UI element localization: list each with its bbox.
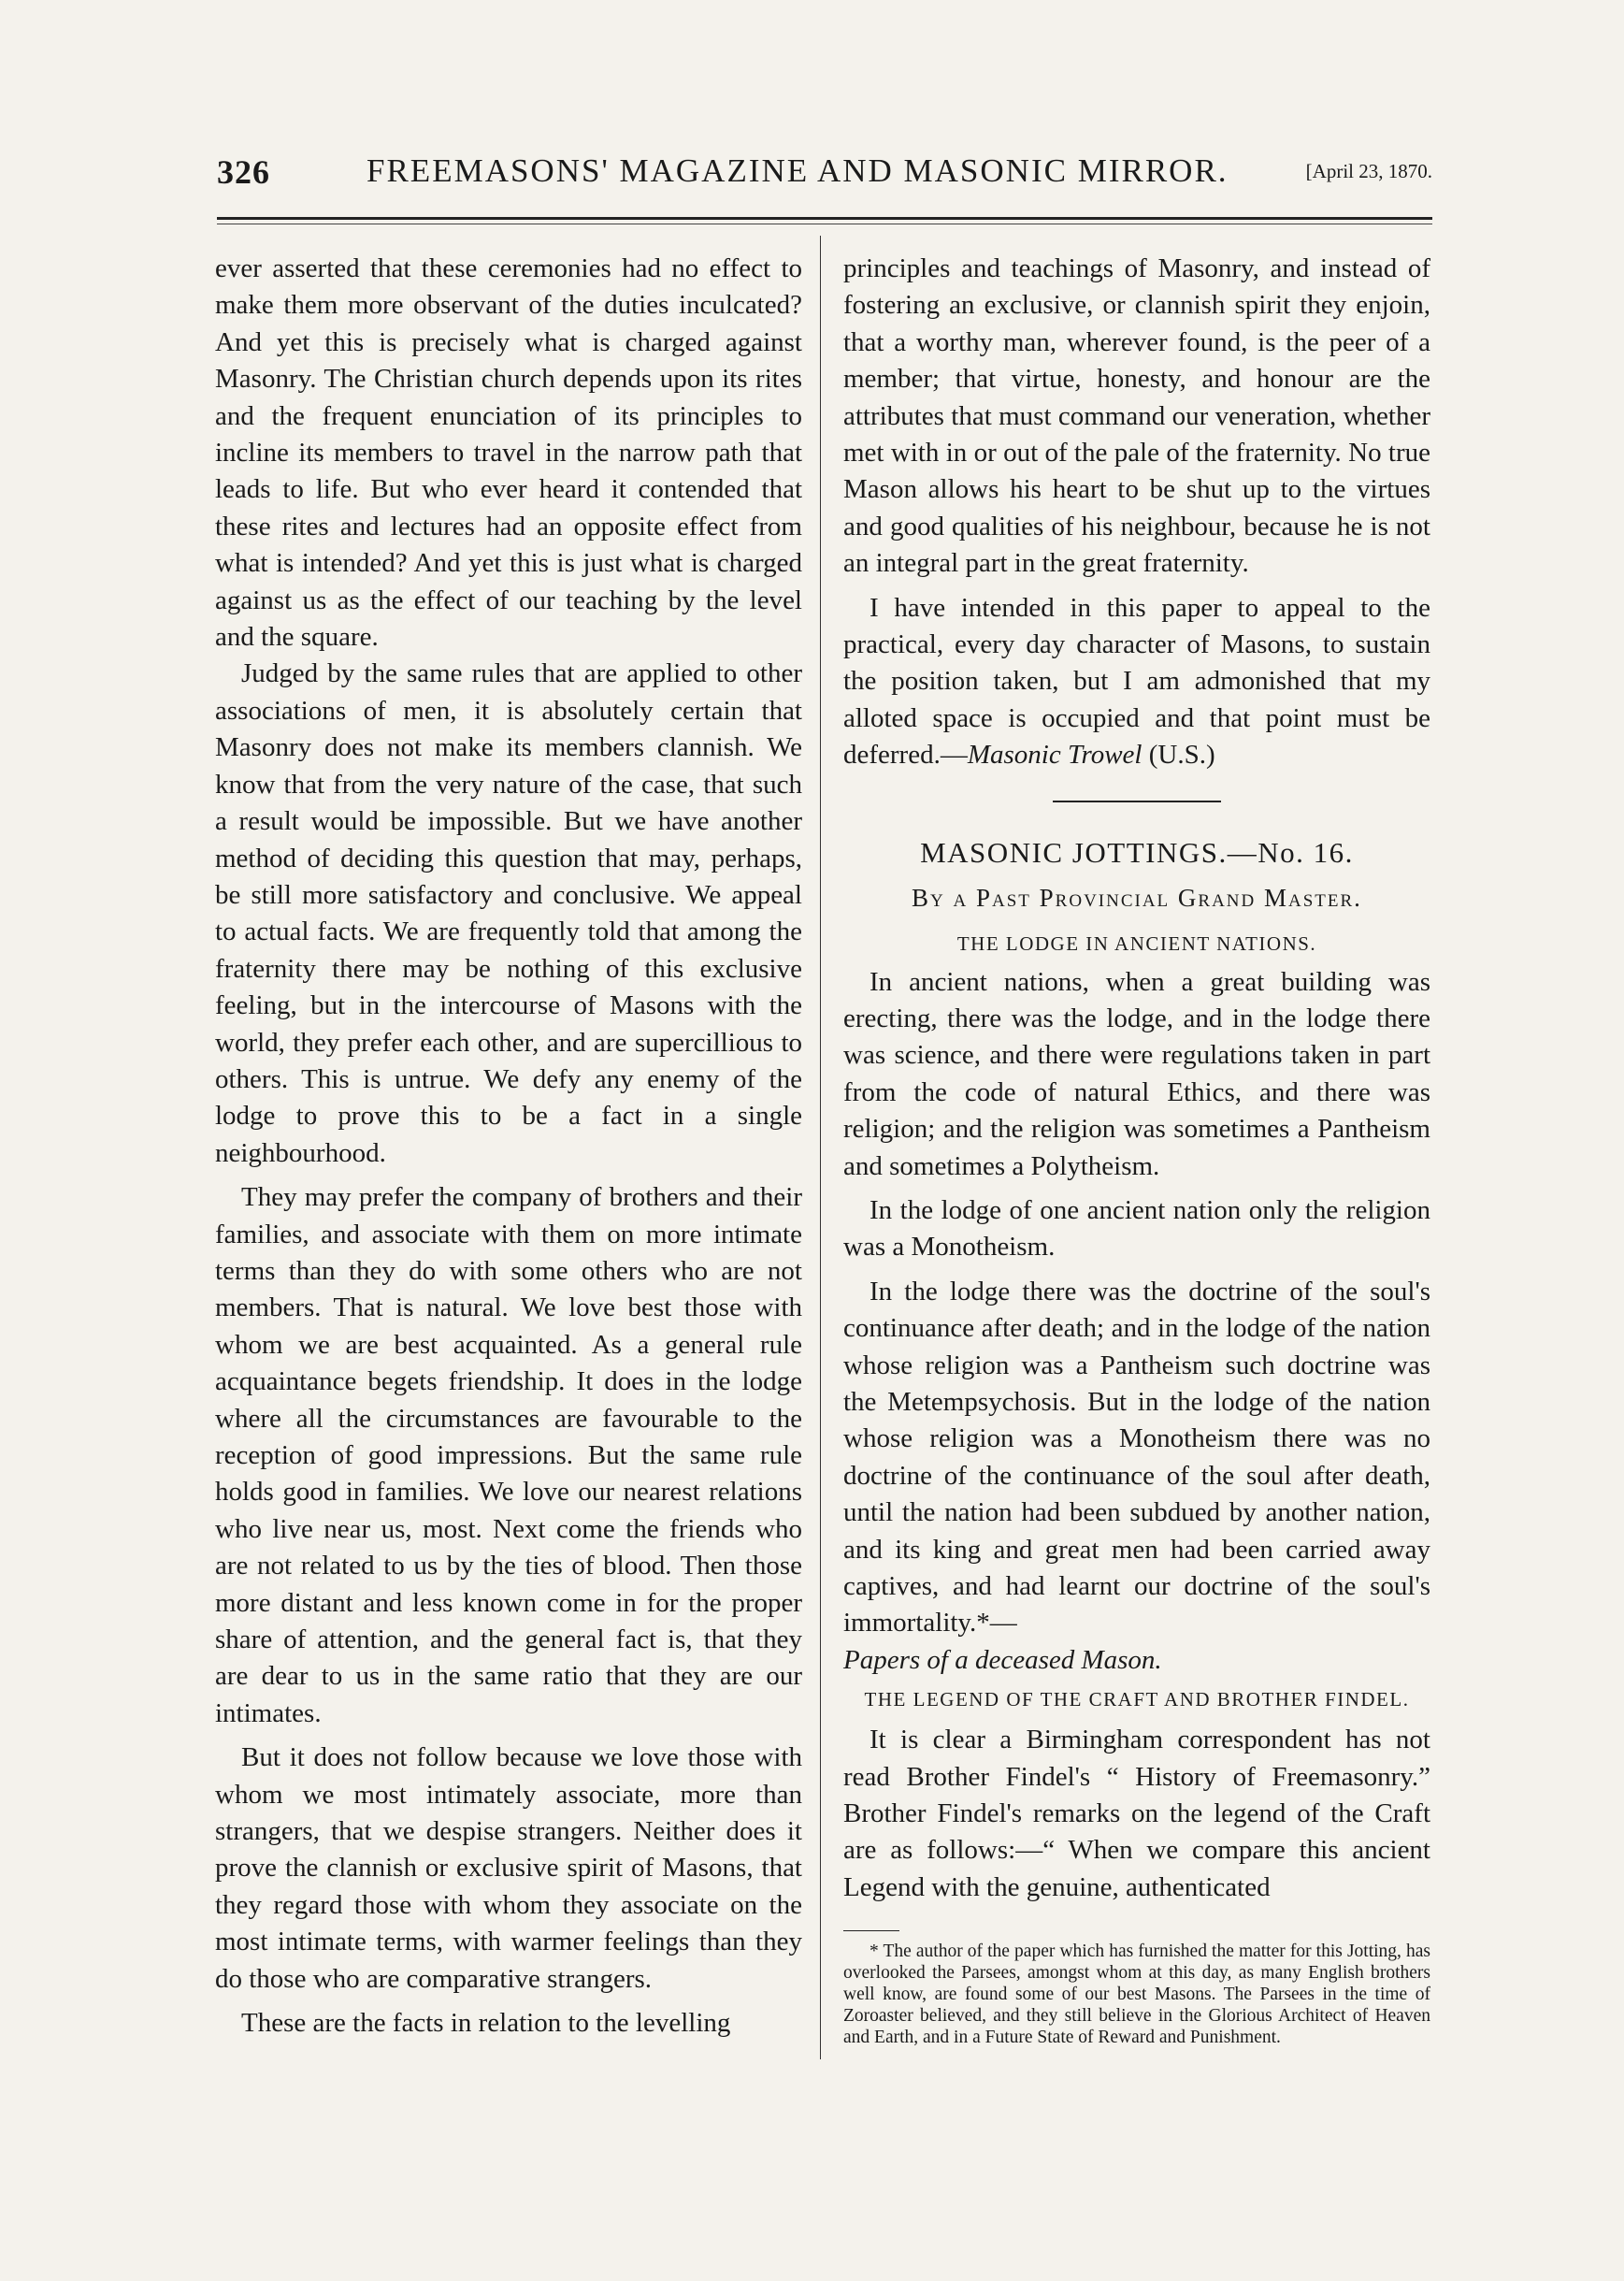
paragraph: In the lodge there was the doctrine of the soul's continuance after death; and in the lodge of the nation whose religion was a Pantheism such doctrine was the Metempsychosis. But in the lodge of the nation whose religion was a Monotheism there was no doctrine of the continuance of the soul after death, until the nation had been subdued by another nation, and its king and great men had been carried away captives, and had learnt our doctrine of the soul's immortality.*—	[843, 1276, 1430, 1639]
paragraph: Judged by the same rules that are applied to other associations of men, it is absolutely certain that Masonry does not make its members clannish. We know that from the very nature of the case, that such a result would be impossible. But we have another method of deciding this question that may, perhaps, be still more satisfactory and conclusive. We appeal to actual facts. We are frequently told that among the fraternity there may be nothing of this exclusive feeling, but in the intercourse of Masons with the world, they prefer each other, and are supercillious to others. This is untrue. We defy any enemy of the lodge to prove this to be a fact in a single neighbourhood.	[215, 658, 802, 1168]
byline: By a Past Provincial Grand Master.	[912, 884, 1362, 913]
paragraph: In the lodge of one ancient nation only the religion was a Monotheism.	[843, 1194, 1430, 1263]
source-citation: Masonic Trowel	[967, 740, 1143, 771]
paragraph: In ancient nations, when a great building was erecting, there was the lodge, and in the lodge there was science, and there were regulations taken in part from the code of natural Ethics, and there was religion; and the religion was sometimes a Pantheism and sometimes a Polytheism.	[843, 966, 1430, 1181]
source-suffix: (U.S.)	[1142, 740, 1215, 771]
page-header	[217, 152, 1432, 201]
issue-date: [April 23, 1870.	[1305, 160, 1432, 182]
subheading: THE LEGEND OF THE CRAFT AND BROTHER FINDEL.	[864, 1688, 1410, 1711]
page-number: 326	[217, 153, 270, 191]
right-column	[843, 251, 1430, 2048]
section-title: MASONIC JOTTINGS.—No. 16.	[920, 835, 1354, 869]
footnote: * The author of the paper which has furnished the matter for this Jotting, has overlooked the Parsees, amongst whom at this day, as many English brothers well know, are found some of our best Masons. The Parsees in the time of Zoroaster believed, and they still believe in the Glorious Architect of Heaven and Earth, and in a Future State of Reward and Punishment.	[843, 1942, 1430, 2048]
footnote-rule	[843, 1930, 899, 1931]
subheading: THE LODGE IN ANCIENT NATIONS.	[956, 931, 1317, 955]
magazine-title: FREEMASONS' MAGAZINE AND MASONIC MIRROR.	[366, 152, 1229, 189]
paragraph-text: I have intended in this paper to appeal to the practical, every day character of Masons, to sustain the position taken, but I am admonished that my alloted space is occupied and that point must be deferred.—	[843, 592, 1430, 771]
paragraph: But it does not follow because we love those with whom we most intimately associate, more than strangers, that we despise strangers. Neither does it prove the clannish or exclusive spirit of Masons, that they regard those with whom they associate on the most intimate terms, with warmer feelings than they do those who are comparative strangers.	[215, 1742, 802, 1994]
left-column	[215, 251, 802, 2043]
article-separator	[1053, 801, 1221, 802]
paragraph: principles and teachings of Masonry, and instead of fostering an exclusive, or clannish spirit they enjoin, that a worthy man, wherever found, is the peer of a member; that virtue, honesty, and honour are the attributes that must command our veneration, whether met with in or out of the pale of the fraternity. No true Mason allows his heart to be shut up to the virtues and good qualities of his neighbour, because he is not an integral part in the great fraternity.	[843, 253, 1430, 579]
paragraph	[843, 590, 1430, 774]
paragraph: They may prefer the company of brothers and their families, and associate with them on more intimate terms than they do with some others who are not members. That is natural. We love best those with whom we are best acquainted. As a general rule acquaintance begets friendship. It does in the lodge where all the circumstances are favourable to the reception of good impressions. But the same rule holds good in families. We love our nearest relations who live near us, most. Next come the friends who are not related to us by the ties of blood. Then those more distant and less known come in for the proper share of attention, and the general fact is, that they are dear to us in the same ratio that they are our intimates.	[215, 1182, 802, 1728]
header-rule	[217, 217, 1432, 220]
paragraph: These are the facts in relation to the levelling	[241, 2008, 731, 2039]
paragraph: It is clear a Birmingham correspondent has not read Brother Findel's “ History of Freemasonry.” Brother Findel's remarks on the legend of the Craft are as follows:—“ When we compare this ancient Legend with the genuine, authenticated	[843, 1725, 1430, 1902]
column-divider	[820, 236, 821, 2059]
jotting-source: Papers of a deceased Mason.	[843, 1644, 1162, 1675]
paragraph: ever asserted that these ceremonies had no effect to make them more observant of the duties inculcated? And yet this is precisely what is charged against Masonry. The Christian church depends upon its rites and the frequent enunciation of its principles to incline its members to travel in the narrow path that leads to life. But who ever heard it contended that these rites and lectures had an opposite effect from what is intended? And yet this is just what is charged against us as the effect of our teaching by the level and the square.	[215, 253, 802, 653]
